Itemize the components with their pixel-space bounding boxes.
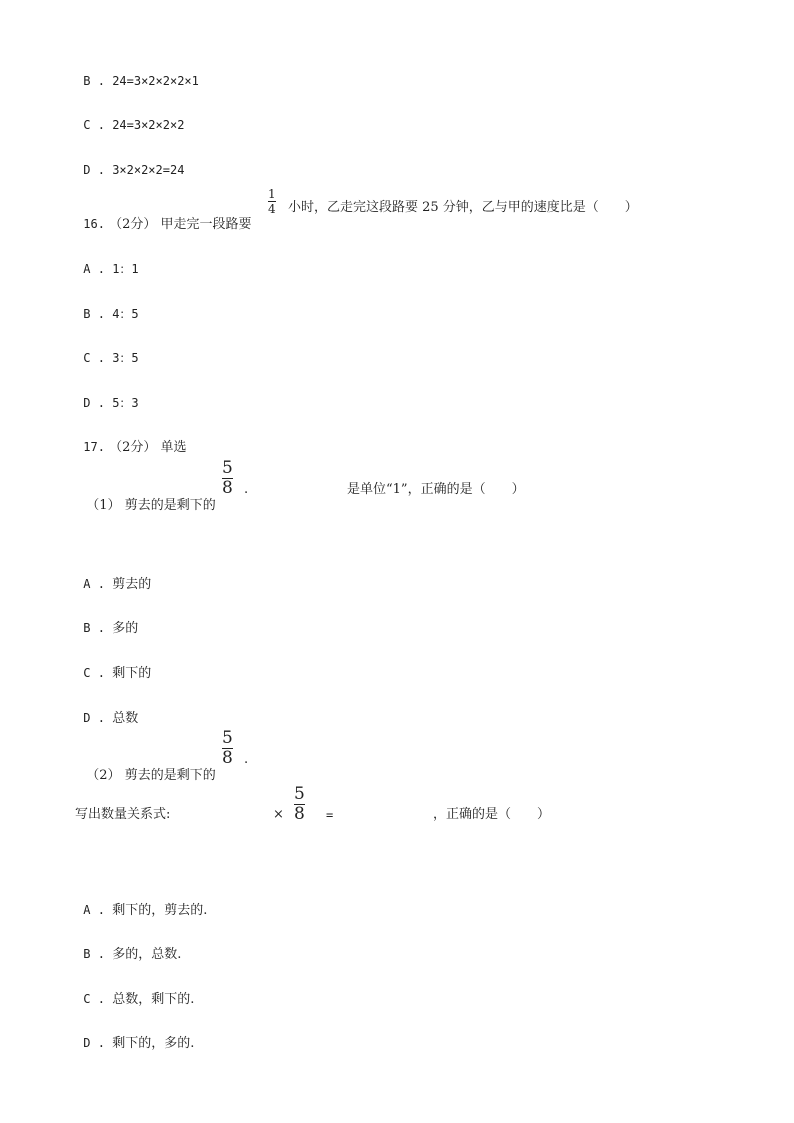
q16-option-a: A . 1：1 (83, 262, 139, 276)
option-text: 总数，剩下的. (112, 992, 195, 1007)
option-letter: D (83, 396, 91, 410)
option-text: 剩下的，剪去的. (112, 903, 208, 918)
option-letter: A (83, 903, 91, 917)
option-letter: B (83, 621, 91, 635)
option-text: 3×2×2×2=24 (112, 163, 185, 177)
q16-stem-after: 小时，乙走完这段路要 25 分钟，乙与甲的速度比是（ ） (288, 200, 638, 215)
part-stem-before: 剪去的是剩下的 (124, 768, 216, 783)
q17-part2-option-a: A . 剩下的，剪去的. (83, 903, 208, 918)
option-text: 5：3 (112, 396, 139, 410)
question-stem-before: 甲走完一段路要 (160, 217, 252, 232)
fraction-denominator: 4 (268, 202, 276, 216)
fraction-numerator: 1 (268, 187, 276, 201)
option-text: 剩下的 (112, 666, 152, 681)
fraction-one-quarter (268, 188, 276, 215)
equals-sign: = (326, 808, 334, 822)
q17-part2-relation-label: 写出数量关系式: (75, 807, 171, 822)
part-label: （2） (86, 768, 121, 783)
q15-option-c: C . 24=3×2×2×2 (83, 118, 185, 132)
question-score: （2分） (109, 440, 157, 455)
q16-option-c: C . 3：5 (83, 351, 139, 365)
q16-option-d: D . 5：3 (83, 396, 139, 410)
fraction-numerator: 5 (294, 784, 305, 804)
times-sign: × (273, 807, 284, 822)
q17-part2-stem (78, 752, 216, 784)
option-letter: B (83, 307, 91, 321)
option-text: 3：5 (112, 351, 139, 365)
fraction-numerator: 5 (222, 458, 233, 478)
q17-part2-period: . (244, 752, 249, 767)
option-text: 4：5 (112, 307, 139, 321)
q17-part1-option-d: D . 总数 (83, 711, 139, 726)
fraction-denominator: 8 (294, 804, 305, 824)
question-number: 17. (83, 440, 105, 454)
q17-part2-option-c: C . 总数，剩下的. (83, 992, 195, 1007)
option-text: 多的，总数. (112, 947, 182, 962)
q15-option-b: B . 24=3×2×2×2×1 (83, 74, 199, 88)
option-letter: D (83, 1036, 91, 1050)
fraction-numerator: 5 (222, 728, 233, 748)
q17-heading (75, 423, 187, 456)
option-letter: B (83, 74, 91, 88)
option-letter: C (83, 992, 91, 1006)
question-number: 16. (83, 217, 105, 231)
q17-part2-relation-after: ，正确的是（ ） (433, 807, 551, 822)
fraction-five-eighths (222, 460, 233, 497)
fraction-denominator: 8 (222, 748, 233, 768)
fraction-five-eighths (294, 786, 305, 823)
option-letter: B (83, 947, 91, 961)
option-text: 24=3×2×2×2×1 (112, 74, 199, 88)
option-letter: D (83, 711, 91, 725)
q16-stem (75, 200, 252, 233)
option-letter: A (83, 577, 91, 591)
option-letter: D (83, 163, 91, 177)
q17-part1-stem-after: 是单位“1”，正确的是（ ） (347, 482, 525, 497)
fraction-denominator: 8 (222, 478, 233, 498)
q17-part1-stem (78, 482, 216, 514)
q17-part1-option-c: C . 剩下的 (83, 666, 152, 681)
q17-part2-option-b: B . 多的，总数. (83, 947, 182, 962)
option-letter: C (83, 118, 91, 132)
q17-part2-option-d: D . 剩下的，多的. (83, 1036, 195, 1051)
question-score: （2分） (109, 217, 157, 232)
option-letter: C (83, 351, 91, 365)
q17-part1-option-a: A . 剪去的 (83, 577, 152, 592)
q15-option-d: D . 3×2×2×2=24 (83, 163, 185, 177)
part-stem-before: 剪去的是剩下的 (124, 498, 216, 513)
option-text: 1：1 (112, 262, 139, 276)
question-title: 单选 (160, 440, 187, 455)
q17-part1-option-b: B . 多的 (83, 621, 139, 636)
option-text: 总数 (112, 711, 139, 726)
option-letter: A (83, 262, 91, 276)
option-text: 24=3×2×2×2 (112, 118, 185, 132)
fraction-five-eighths (222, 730, 233, 767)
option-text: 剪去的 (112, 577, 152, 592)
option-text: 多的 (112, 621, 139, 636)
option-text: 剩下的，多的. (112, 1036, 195, 1051)
option-letter: C (83, 666, 91, 680)
part-label: （1） (86, 498, 121, 513)
q16-option-b: B . 4：5 (83, 307, 139, 321)
q17-part1-period: . (244, 482, 249, 497)
